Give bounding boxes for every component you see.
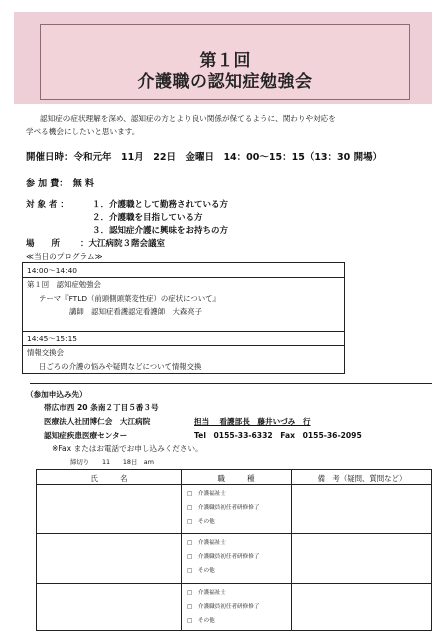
- table-divider: [23, 277, 344, 278]
- name-field[interactable]: [38, 584, 180, 630]
- registration-address: 帯広市西 20 条南２丁目５番３号: [44, 403, 159, 412]
- slot1-theme: テーマ『FTLD（前頭側頭葉変性症）の症状について』: [39, 294, 220, 303]
- event-datetime: 開催日時：令和元年 11月 22日 金曜日 14：00～15：15（13：30 開場）: [26, 152, 383, 163]
- registration-tel-fax: Tel 0155‐33‐6332 Fax 0155‐36‐2095: [194, 431, 362, 440]
- program-table: [22, 262, 345, 374]
- table-divider: [23, 331, 344, 332]
- registration-label: （参加申込み先）: [26, 390, 87, 399]
- registration-org: 医療法人社団博仁会 大江病院: [44, 417, 151, 426]
- target-item: １．介護職として勤務されている方: [92, 200, 229, 210]
- name-field[interactable]: [38, 534, 180, 582]
- fax-note: ※Fax またはお電話でお申し込みください。: [52, 444, 203, 453]
- intro-line-2: 学べる機会にしたいと思います。: [26, 127, 140, 136]
- section-divider: [30, 383, 432, 384]
- job-option-other[interactable]: □ その他: [187, 618, 215, 624]
- table-divider: [23, 345, 344, 346]
- job-option-care-worker[interactable]: □ 介護福祉士: [187, 540, 226, 546]
- job-option-other[interactable]: □ その他: [187, 519, 215, 525]
- slot1-session: 第１回 認知症勉強会: [27, 280, 101, 289]
- deadline: 締切り 11 18日 am: [70, 458, 154, 466]
- job-option-care-worker[interactable]: □ 介護福祉士: [187, 491, 226, 497]
- title-line-1: 第１回: [199, 51, 251, 71]
- title-line-2: 介護職の認知症勉強会: [137, 72, 313, 92]
- slot2-session: 情報交換会: [27, 348, 64, 357]
- remarks-field[interactable]: [292, 534, 432, 582]
- slot2-desc: 日ごろの介護の悩みや疑問などについて情報交換: [39, 362, 202, 371]
- registration-center: 認知症疾患医療センター: [44, 431, 128, 440]
- name-field[interactable]: [38, 485, 180, 532]
- registration-contact: 担当 看護部長 藤井いづみ 行: [194, 417, 311, 426]
- job-option-care-worker[interactable]: □ 介護福祉士: [187, 590, 226, 596]
- target-item: ３．認知症介護に興味をお持ちの方: [92, 226, 229, 236]
- job-option-initial-training[interactable]: □ 介護職員初任者研修修了: [187, 554, 260, 560]
- place-label: 場 所: [26, 239, 61, 249]
- registration-form: [36, 469, 432, 631]
- slot1-lecturer: 講師 認知症看護認定看護師 大森亮子: [69, 307, 203, 316]
- place-value: ：大江病院３階会議室: [80, 239, 166, 249]
- slot2-time: 14:45～15:15: [27, 334, 77, 343]
- participation-fee: 参 加 費： 無 料: [26, 179, 94, 189]
- job-option-initial-training[interactable]: □ 介護職員初任者研修修了: [187, 604, 260, 610]
- col-remarks-header: 備 考（疑問、質問など）: [317, 474, 407, 483]
- column-divider: [181, 470, 182, 630]
- col-name-header: 氏 名: [90, 474, 128, 483]
- job-option-initial-training[interactable]: □ 介護職員初任者研修修了: [187, 505, 260, 511]
- job-option-other[interactable]: □ その他: [187, 568, 215, 574]
- col-job-header: 職 種: [217, 474, 255, 483]
- target-item: ２．介護職を目指している方: [92, 213, 203, 223]
- slot1-time: 14:00～14:40: [27, 266, 77, 275]
- remarks-field[interactable]: [292, 485, 432, 532]
- remarks-field[interactable]: [292, 584, 432, 630]
- intro-line-1: 認知症の症状理解を深め、認知症の方とより良い関係が保てるように、関わりや対応を: [40, 114, 336, 123]
- program-heading: ≪当日のプログラム≫: [26, 252, 103, 261]
- target-label: 対 象 者 ：: [26, 200, 69, 210]
